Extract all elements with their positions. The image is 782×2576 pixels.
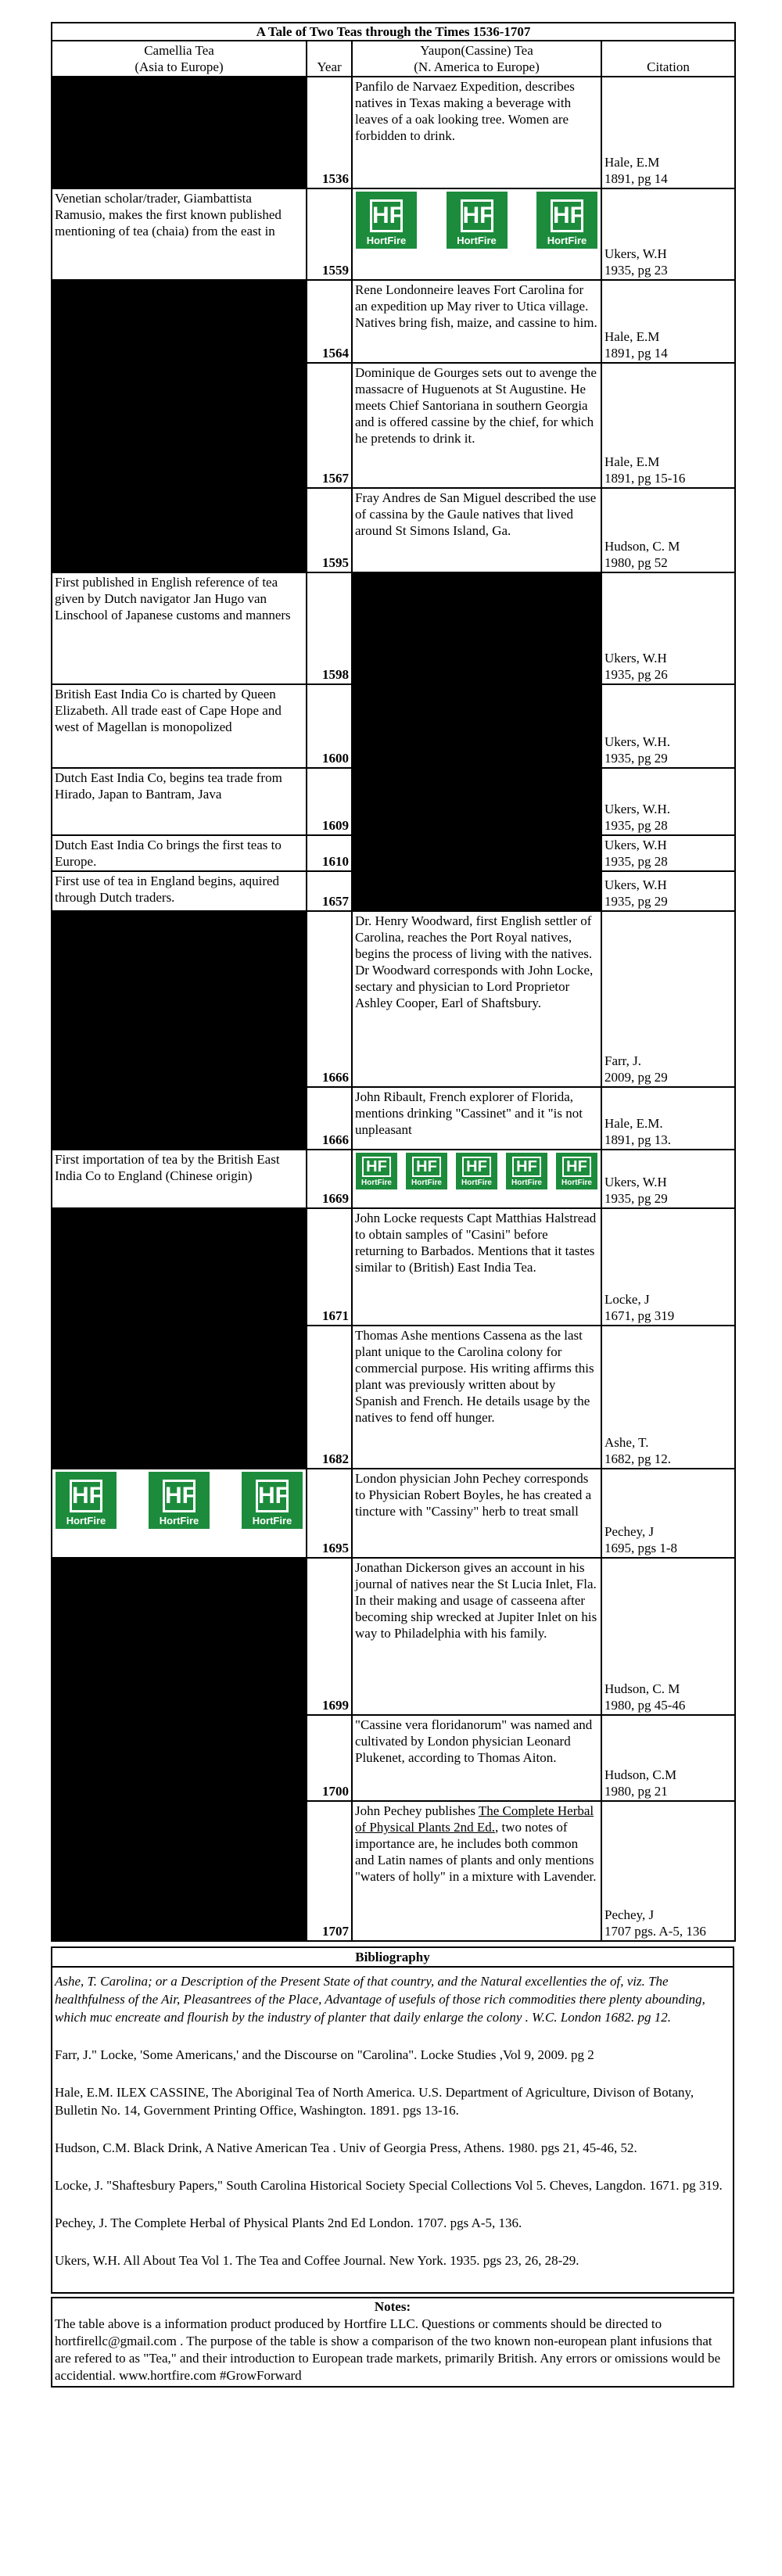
year-cell: 1700 — [307, 1715, 352, 1801]
citation-line: Hale, E.M — [604, 454, 660, 469]
hortfire-logo-name: HortFire — [561, 1179, 592, 1187]
notes-section — [51, 2297, 734, 2388]
camellia-header — [52, 41, 307, 77]
hortfire-logo-group — [353, 1150, 601, 1192]
hortfire-logo-mark: HF — [412, 1157, 441, 1177]
citation-line: Hudson, C. M — [604, 539, 680, 554]
hortfire-logo — [356, 192, 417, 249]
hortfire-logo — [242, 1472, 303, 1529]
camellia-blank — [52, 1326, 307, 1469]
yaupon-header-line1: Yaupon(Cassine) Tea — [420, 43, 533, 58]
yaupon-text-part: , two notes of importance are, he includes both common and Latin names of plants and only mentions "waters of holly" in a mixture with Lavender. — [355, 1820, 597, 1884]
yaupon-logos — [352, 1150, 601, 1208]
citation-line: 1891, pg 15-16 — [604, 471, 686, 486]
hortfire-logo — [536, 192, 597, 249]
citation-line: 1980, pg 21 — [604, 1784, 668, 1799]
citation-line: 1682, pg 12. — [604, 1451, 671, 1466]
camellia-header-line2: (Asia to Europe) — [135, 59, 224, 74]
bibliography-entry: Hale, E.M. ILEX CASSINE, The Aboriginal Tea of North America. U.S. Department of Agriculture, Divison of Botany, Bulletin No. 14, Government Printing Office, Washington. 1891. pgs 13-16. — [55, 2085, 694, 2118]
citation-line: 1707 pgs. A-5, 136 — [604, 1924, 706, 1939]
timeline-table — [51, 22, 736, 1942]
citation-line: Ukers, W.H — [604, 877, 667, 892]
citation-line: 1980, pg 52 — [604, 555, 668, 570]
bibliography-entry: Hudson, C.M. Black Drink, A Native American Tea . Univ of Georgia Press, Athens. 1980. pgs 21, 45-46, 52. — [55, 2140, 637, 2155]
camellia-blank — [52, 77, 307, 188]
citation-line: Ukers, W.H. — [604, 802, 671, 816]
citation-line: 1891, pg 13. — [604, 1132, 671, 1147]
citation-line: Hudson, C.M — [604, 1767, 677, 1782]
timeline-row — [52, 911, 735, 1087]
hortfire-logo-mark: HF — [551, 199, 583, 232]
yaupon-text: John Locke requests Capt Matthias Halstread to obtain samples of "Casini" before returning to Barbados. Mentions that it tastes similar to (British) East India Tea. — [352, 1208, 601, 1326]
citation-cell — [601, 911, 735, 1087]
citation-line: 1935, pg 29 — [604, 1191, 668, 1206]
camellia-text: First use of tea in England begins, aquired through Dutch traders. — [52, 871, 307, 911]
camellia-text: Venetian scholar/trader, Giambattista Ramusio, makes the first known published mentioning of tea (chaia) from the east in — [52, 188, 307, 280]
citation-line: Ukers, W.H — [604, 246, 667, 261]
book-title: The Complete Herbal of Physical Plants 2nd Ed. — [355, 1803, 594, 1835]
camellia-blank — [52, 363, 307, 488]
citation-line: 1891, pg 14 — [604, 346, 668, 361]
notes-text: The table above is a information product produced by Hortfire LLC. Questions or comments should be directed to hortfirellc@gmail.com . The purpose of the table is show a comparison of the two known non-european plant infusions that are refered to as "Tea," and their introduction to European trade markets, primarily British. Any errors or omissions would be accidential. www.hortfire.com #GrowForward — [55, 2316, 721, 2383]
timeline-row — [52, 1715, 735, 1801]
camellia-blank — [52, 911, 307, 1087]
year-cell: 1666 — [307, 1087, 352, 1150]
citation-line: Pechey, J — [604, 1524, 655, 1539]
hortfire-logo-mark: HF — [70, 1480, 102, 1512]
hortfire-logo-name: HortFire — [547, 235, 587, 246]
citation-cell — [601, 1087, 735, 1150]
hortfire-logo-group — [353, 189, 601, 251]
title-row — [52, 23, 735, 41]
hortfire-logo — [356, 1153, 397, 1189]
hortfire-logo-name: HortFire — [66, 1515, 106, 1527]
yaupon-blank — [352, 684, 601, 768]
timeline-row — [52, 768, 735, 835]
citation-line: Ashe, T. — [604, 1435, 649, 1450]
timeline-row — [52, 1558, 735, 1715]
citation-line: Locke, J — [604, 1292, 650, 1307]
hortfire-logo — [149, 1472, 210, 1529]
year-cell: 1699 — [307, 1558, 352, 1715]
yaupon-text: Fray Andres de San Miguel described the use of cassina by the Gaule natives that lived around St Simons Island, Ga. — [352, 488, 601, 572]
year-header: Year — [307, 41, 352, 77]
citation-cell — [601, 1715, 735, 1801]
hortfire-logo — [456, 1153, 497, 1189]
citation-cell — [601, 488, 735, 572]
year-cell: 1536 — [307, 77, 352, 188]
citation-cell — [601, 871, 735, 911]
timeline-row — [52, 1801, 735, 1941]
citation-cell — [601, 1558, 735, 1715]
hortfire-logo-name: HortFire — [366, 235, 407, 246]
hortfire-logo-mark: HF — [256, 1480, 289, 1512]
hortfire-logo-mark: HF — [362, 1157, 391, 1177]
hortfire-logo-name: HortFire — [361, 1179, 392, 1187]
citation-line: Ukers, W.H. — [604, 734, 671, 749]
citation-cell — [601, 1150, 735, 1208]
camellia-logos — [52, 1469, 307, 1558]
year-cell: 1695 — [307, 1469, 352, 1558]
citation-cell — [601, 1801, 735, 1941]
yaupon-text: Jonathan Dickerson gives an account in his journal of natives near the St Lucia Inlet, Fla. In their making and usage of casseena after becoming ship wrecked at Jupiter Inlet on his way to Philadelphia with his family. — [352, 1558, 601, 1715]
citation-line: 1935, pg 23 — [604, 263, 668, 278]
hortfire-logo — [56, 1472, 117, 1529]
hortfire-logo-name: HortFire — [457, 235, 497, 246]
timeline-row — [52, 488, 735, 572]
yaupon-text: Panfilo de Narvaez Expedition, describes natives in Texas making a beverage with leaves of a oak looking tree. Women are forbidden to drink. — [352, 77, 601, 188]
timeline-row — [52, 1469, 735, 1558]
yaupon-text: Dr. Henry Woodward, first English settler of Carolina, reaches the Port Royal natives, begins the process of living with the natives. Dr Woodward corresponds with John Locke, sectary and physician to Lord Proprietor Ashley Cooper, Earl of Shaftsbury. — [352, 911, 601, 1087]
timeline-row — [52, 572, 735, 684]
hortfire-logo-mark: HF — [163, 1480, 196, 1512]
hortfire-logo-name: HortFire — [411, 1179, 442, 1187]
bibliography-entry: Farr, J." Locke, 'Some Americans,' and the Discourse on "Carolina". Locke Studies ,Vol 9, 2009. pg 2 — [55, 2047, 594, 2062]
camellia-text: First published in English reference of tea given by Dutch navigator Jan Hugo van Linschool of Japanese customs and manners — [52, 572, 307, 684]
citation-line: Farr, J. — [604, 1053, 642, 1068]
year-cell: 1567 — [307, 363, 352, 488]
timeline-row — [52, 1208, 735, 1326]
camellia-blank — [52, 1801, 307, 1941]
hortfire-logo-name: HortFire — [511, 1179, 542, 1187]
hortfire-logo-mark: HF — [562, 1157, 591, 1177]
year-cell: 1666 — [307, 911, 352, 1087]
citation-line: 2009, pg 29 — [604, 1070, 668, 1085]
hortfire-logo-group — [52, 1469, 306, 1531]
citation-line: Hale, E.M — [604, 155, 660, 170]
table-title: A Tale of Two Teas through the Times 1536-1707 — [52, 23, 735, 41]
citation-cell — [601, 363, 735, 488]
citation-line: 1695, pgs 1-8 — [604, 1541, 678, 1555]
document — [51, 22, 734, 2388]
bibliography — [51, 1946, 734, 2294]
bibliography-entry: Pechey, J. The Complete Herbal of Physical Plants 2nd Ed London. 1707. pgs A-5, 136. — [55, 2215, 522, 2230]
citation-line: 1935, pg 26 — [604, 667, 668, 682]
yaupon-blank — [352, 835, 601, 871]
yaupon-text — [352, 1801, 601, 1941]
camellia-blank — [52, 280, 307, 363]
timeline-row — [52, 1326, 735, 1469]
year-cell: 1595 — [307, 488, 352, 572]
hortfire-logo-name: HortFire — [159, 1515, 199, 1527]
citation-line: Ukers, W.H — [604, 1175, 667, 1189]
hortfire-logo — [506, 1153, 547, 1189]
citation-line: Hudson, C. M — [604, 1681, 680, 1696]
bibliography-heading: Bibliography — [52, 1948, 733, 1968]
camellia-text: First importation of tea by the British East India Co to England (Chinese origin) — [52, 1150, 307, 1208]
yaupon-text: Dominique de Gourges sets out to avenge the massacre of Huguenots at St Augustine. He meets Chief Santoriana in southern Georgia and is offered cassine by the chief, for which he pretends to drink it. — [352, 363, 601, 488]
timeline-row — [52, 684, 735, 768]
yaupon-text: London physician John Pechey corresponds to Physician Robert Boyles, he has created a tincture with "Cassiny" herb to treat small — [352, 1469, 601, 1558]
citation-line: 1935, pg 28 — [604, 854, 668, 869]
citation-line: Ukers, W.H — [604, 838, 667, 852]
year-cell: 1671 — [307, 1208, 352, 1326]
yaupon-text: John Ribault, French explorer of Florida, mentions drinking "Cassinet" and it "is not unpleasant — [352, 1087, 601, 1150]
timeline-row — [52, 77, 735, 188]
yaupon-text: Rene Londonneire leaves Fort Carolina for an expedition up May river to Utica village. Natives bring fish, maize, and cassine to him. — [352, 280, 601, 363]
bibliography-entry: Locke, J. "Shaftesbury Papers," South Carolina Historical Society Special Collections Vol 5. Cheves, Langdon. 1671. pg 319. — [55, 2178, 723, 2193]
camellia-text: Dutch East India Co brings the first teas to Europe. — [52, 835, 307, 871]
citation-cell — [601, 768, 735, 835]
citation-line: Hale, E.M — [604, 329, 660, 344]
camellia-blank — [52, 488, 307, 572]
yaupon-blank — [352, 572, 601, 684]
yaupon-text-part: John Pechey publishes — [355, 1803, 479, 1818]
camellia-blank — [52, 1087, 307, 1150]
hortfire-logo-mark: HF — [512, 1157, 541, 1177]
citation-cell — [601, 77, 735, 188]
citation-line: 1891, pg 14 — [604, 171, 668, 186]
citation-line: Ukers, W.H — [604, 651, 667, 666]
year-cell: 1682 — [307, 1326, 352, 1469]
citation-cell — [601, 835, 735, 871]
citation-header: Citation — [601, 41, 735, 77]
citation-cell — [601, 684, 735, 768]
citation-line: 1980, pg 45-46 — [604, 1698, 686, 1713]
hortfire-logo-mark: HF — [461, 199, 493, 232]
hortfire-logo-mark: HF — [462, 1157, 491, 1177]
bibliography-entry: Ashe, T. Carolina; or a Description of the Present State of that country, and the Natural excellenties the of, viz. The healthfulness of the Air, Pleasantrees of the Place, Advantage of usefuls of those rich commodities there plenty abounding, which muc encreate and flourish by the industry of planter that daily enlarge the colony . W.C. London 1682. pg 12. — [55, 1974, 705, 2025]
year-cell: 1657 — [307, 871, 352, 911]
citation-cell — [601, 1469, 735, 1558]
citation-line: Pechey, J — [604, 1907, 655, 1922]
bibliography-entry: Ukers, W.H. All About Tea Vol 1. The Tea and Coffee Journal. New York. 1935. pgs 23, 26, 28-29. — [55, 2253, 579, 2268]
hortfire-logo — [447, 192, 508, 249]
camellia-blank — [52, 1715, 307, 1801]
year-cell: 1598 — [307, 572, 352, 684]
hortfire-logo-name: HortFire — [252, 1515, 292, 1527]
timeline-row — [52, 835, 735, 871]
timeline-row — [52, 280, 735, 363]
year-cell: 1707 — [307, 1801, 352, 1941]
yaupon-text: "Cassine vera floridanorum" was named and cultivated by London physician Leonard Plukenet, according to Thomas Aiton. — [352, 1715, 601, 1801]
timeline-row — [52, 363, 735, 488]
timeline-row — [52, 1087, 735, 1150]
year-cell: 1559 — [307, 188, 352, 280]
header-row — [52, 41, 735, 77]
timeline-row — [52, 1150, 735, 1208]
camellia-blank — [52, 1558, 307, 1715]
yaupon-logos — [352, 188, 601, 280]
yaupon-header — [352, 41, 601, 77]
yaupon-header-line2: (N. America to Europe) — [414, 59, 540, 74]
citation-line: 1935, pg 29 — [604, 751, 668, 766]
citation-cell — [601, 1326, 735, 1469]
bibliography-entries — [52, 1968, 733, 2292]
camellia-text: British East India Co is charted by Queen Elizabeth. All trade east of Cape Hope and west of Magellan is monopolized — [52, 684, 307, 768]
citation-line: 1935, pg 28 — [604, 818, 668, 833]
citation-cell — [601, 572, 735, 684]
citation-cell — [601, 280, 735, 363]
hortfire-logo-name: HortFire — [461, 1179, 492, 1187]
camellia-header-line1: Camellia Tea — [144, 43, 214, 58]
yaupon-blank — [352, 768, 601, 835]
citation-cell — [601, 1208, 735, 1326]
year-cell: 1609 — [307, 768, 352, 835]
camellia-blank — [52, 1208, 307, 1326]
year-cell: 1600 — [307, 684, 352, 768]
citation-line: 1935, pg 29 — [604, 894, 668, 909]
yaupon-text: Thomas Ashe mentions Cassena as the last plant unique to the Carolina colony for commercial purpose. His writing affirms this plant was previously written about by Spanish and French. He details usage by the natives to fend off hunger. — [352, 1326, 601, 1469]
timeline-row — [52, 188, 735, 280]
year-cell: 1610 — [307, 835, 352, 871]
hortfire-logo-mark: HF — [370, 199, 403, 232]
camellia-text: Dutch East India Co, begins tea trade from Hirado, Japan to Bantram, Java — [52, 768, 307, 835]
citation-cell — [601, 188, 735, 280]
year-cell: 1564 — [307, 280, 352, 363]
notes-heading: Notes: — [374, 2299, 411, 2314]
yaupon-blank — [352, 871, 601, 911]
citation-line: Hale, E.M. — [604, 1116, 663, 1131]
hortfire-logo — [556, 1153, 597, 1189]
hortfire-logo — [406, 1153, 447, 1189]
citation-line: 1671, pg 319 — [604, 1308, 675, 1323]
year-cell: 1669 — [307, 1150, 352, 1208]
timeline-row — [52, 871, 735, 911]
